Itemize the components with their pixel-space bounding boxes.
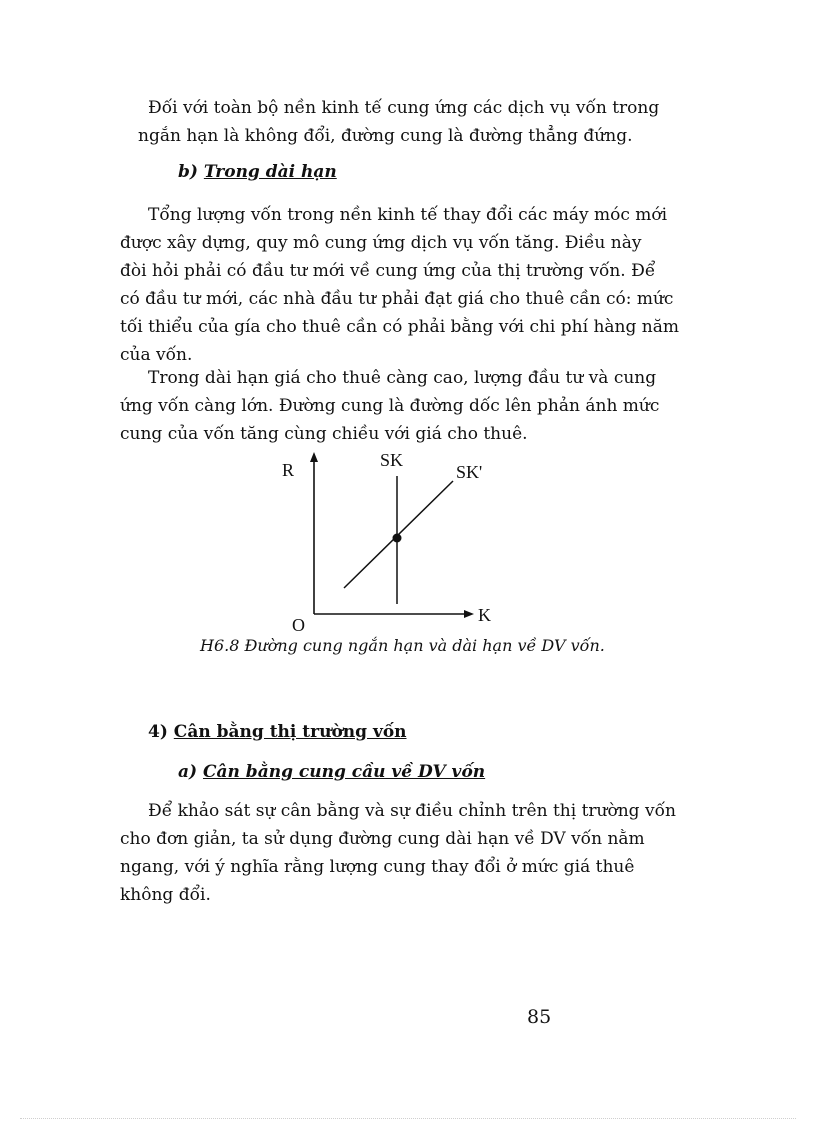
text-line: Trong dài hạn giá cho thuê càng cao, lượng đầu tư và cung (148, 368, 657, 388)
text-line: cung của vốn tăng cùng chiều với giá cho thuê. (120, 424, 528, 444)
paragraph-rental-price (120, 364, 700, 448)
text-line: ngang, với ý nghĩa rằng lượng cung thay đổi ở mức giá thuê (120, 857, 635, 877)
page-bottom-edge (20, 1118, 796, 1119)
origin-label: O (292, 615, 305, 635)
paragraph-long-run-capital (120, 201, 700, 369)
text-line: Đối với toàn bộ nền kinh tế cung ứng các dịch vụ vốn trong (148, 98, 660, 118)
text-line: của vốn. (120, 345, 193, 365)
text-line: ứng vốn càng lớn. Đường cung là đường dốc lên phản ánh mức (120, 396, 660, 416)
heading-prefix: b) (178, 162, 198, 182)
sk-label: SK (380, 450, 404, 470)
text-line: Tổng lượng vốn trong nền kinh tế thay đổi các máy móc mới (148, 205, 668, 225)
text-line: được xây dựng, quy mô cung ứng dịch vụ vốn tăng. Điều này (120, 233, 642, 253)
heading-prefix: 4) (148, 722, 168, 742)
supply-curve-figure (270, 446, 510, 636)
text-line: có đầu tư mới, các nhà đầu tư phải đạt giá cho thuê cần có: mức (120, 289, 674, 309)
text-line: tối thiểu của gía cho thuê cần có phải bằng với chi phí hàng năm (120, 317, 679, 337)
section-heading-supply-demand (178, 762, 485, 782)
paragraph-short-run-supply (138, 94, 700, 150)
heading-title: Cân bằng cung cầu về DV vốn (202, 762, 486, 782)
sk-prime-label: SK' (456, 462, 483, 482)
x-axis-arrow (464, 610, 474, 618)
paragraph-equilibrium-analysis (120, 797, 700, 909)
heading-prefix: a) (178, 762, 198, 782)
x-axis-label: K (478, 605, 491, 625)
y-axis-label: R (282, 460, 295, 480)
page-number: 85 (527, 1006, 552, 1028)
text-line: ngắn hạn là không đổi, đường cung là đường thẳng đứng. (138, 126, 633, 146)
heading-title: Trong dài hạn (203, 162, 337, 182)
text-line: cho đơn giản, ta sử dụng đường cung dài hạn về DV vốn nằm (120, 829, 645, 849)
figure-caption: H6.8 Đường cung ngắn hạn và dài hạn về DV vốn. (200, 636, 605, 655)
section-heading-capital-equilibrium (148, 722, 407, 742)
heading-title: Cân bằng thị trường vốn (173, 722, 407, 742)
equilibrium-point (393, 534, 402, 543)
text-line: Để khảo sát sự cân bằng và sự điều chỉnh trên thị trường vốn (148, 801, 676, 821)
text-line: đòi hỏi phải có đầu tư mới về cung ứng của thị trường vốn. Để (120, 261, 656, 281)
section-heading-long-run (178, 162, 337, 182)
y-axis-arrow (310, 452, 318, 462)
text-line: không đổi. (120, 885, 211, 905)
